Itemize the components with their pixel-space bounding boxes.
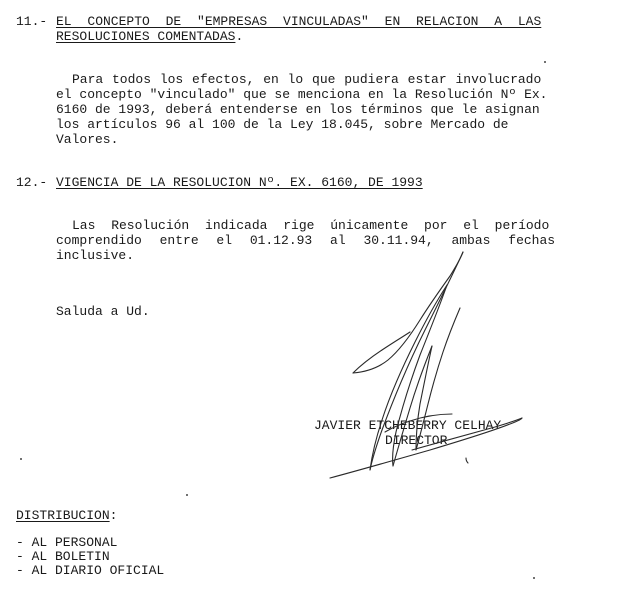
section-11-heading-line-1	[56, 14, 612, 29]
section-12-number: 12.-	[16, 175, 48, 190]
section-12-heading: VIGENCIA DE LA RESOLUCION Nº. EX. 6160, DE 1993	[56, 175, 423, 190]
distribution-heading-text: DISTRIBUCION	[16, 508, 110, 523]
section-12-body-line-1: Las Resolución indicada rige únicamente por el período	[72, 218, 550, 233]
section-11-body-line-4: los artículos 96 al 100 de la Ley 18.045, sobre Mercado de	[56, 117, 509, 132]
distribution-heading	[16, 508, 117, 523]
distribution-item-diario-oficial: - AL DIARIO OFICIAL	[16, 563, 165, 578]
scan-speck	[186, 494, 188, 496]
section-12-body-line-3: inclusive.	[56, 248, 135, 263]
distribution-item-boletin: - AL BOLETIN	[16, 549, 110, 564]
scan-speck	[20, 458, 22, 460]
section-11-body-line-5: Valores.	[56, 132, 119, 147]
distribution-heading-colon: :	[109, 508, 118, 523]
section-11-body-line-2: el concepto "vinculado" que se menciona en la Resolución Nº Ex.	[56, 87, 548, 102]
section-11-number: 11.-	[16, 14, 48, 29]
scan-speck	[533, 577, 535, 579]
section-11-heading-period: .	[235, 29, 244, 44]
distribution-item-personal: - AL PERSONAL	[16, 535, 118, 550]
section-12-body-line-2: comprendido entre el 01.12.93 al 30.11.94, ambas fechas	[56, 233, 556, 248]
section-11-heading-text: EL CONCEPTO DE "EMPRESAS VINCULADAS" EN RELACION A LAS	[56, 14, 542, 29]
section-11-heading-line-2	[56, 29, 243, 44]
signer-title: DIRECTOR	[385, 433, 448, 448]
scan-speck	[544, 61, 546, 63]
signer-name: JAVIER ETCHEBERRY CELHAY	[314, 418, 502, 433]
closing-salutation: Saluda a Ud.	[56, 304, 150, 319]
section-11-heading-line-2-text: RESOLUCIONES COMENTADAS	[56, 29, 236, 44]
section-11-body-line-3: 6160 de 1993, deberá entenderse en los términos que le asignan	[56, 102, 540, 117]
section-11-body-line-1: Para todos los efectos, en lo que pudiera estar involucrado	[72, 72, 542, 87]
